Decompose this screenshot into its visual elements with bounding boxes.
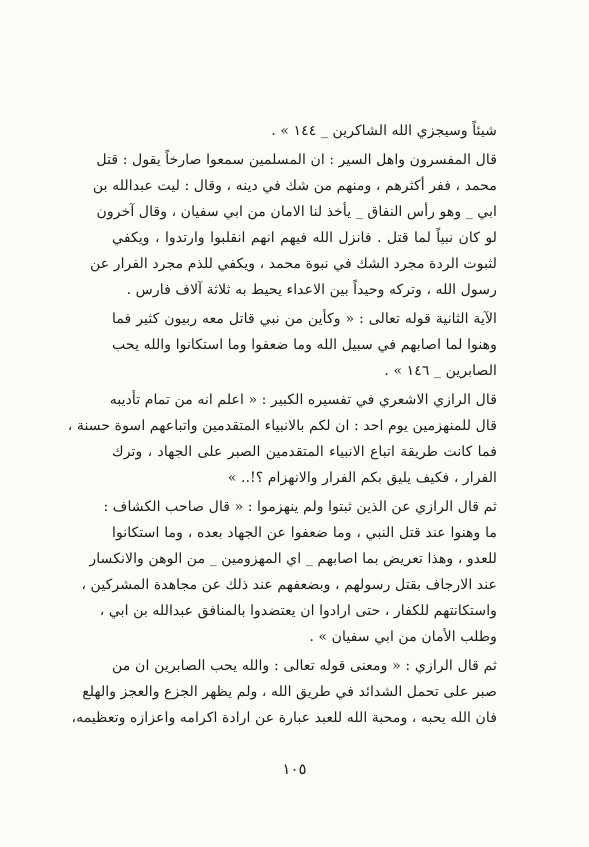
text-line: الآية الثانية قوله تعالى : « وكأين من نبي قاتل معه ربيون كثير فما <box>112 311 497 327</box>
text-line: ثم قال الرازي : « ومعنى قوله تعالى : والله يحب الصابرين ان من <box>112 658 497 674</box>
text-line: وهنوا لما اصابهم في سبيل الله وما ضعفوا وما استكانوا والله يحب <box>112 337 497 353</box>
text-line: ثم قال الرازي عن الذين ثبتوا ولم ينهزموا : « قال صاحب الكشاف : <box>103 499 497 515</box>
text-line: عند الارجاف بقتل رسولهم ، وبضعفهم عند ذلك عن مجاهدة المشركين ، <box>81 577 497 593</box>
text-line: ما وهنوا عند قتل النبي ، وما ضعفوا عن الجهاد بعده ، وما استكانوا <box>112 525 497 541</box>
text-line: لثبوت الردة مجرد الشك في نبوة محمد ، ويكفي للذم مجرد الفرار عن <box>89 256 497 272</box>
text-line: قال للمنهزمين يوم احد : ان لكم بالانبياء المتقدمين واتباعهم اسوة حسنة ، <box>67 418 497 434</box>
text-line: واستكانتهم للكفار ، حتى ارادوا ان يعتضدوا بالمنافق عبدالله بن ابي ، <box>99 603 497 619</box>
text-line: ابي _ وهو رأس النفاق _ يأخذ لنا الامان من ابي سفيان ، وقال آخرون <box>96 204 497 220</box>
text-line: قال الرازي الاشعري في تفسيره الكبير : « اعلم انه من تمام تأديبه <box>109 392 497 408</box>
page-number: ١٠٥ <box>282 760 307 778</box>
text-line: صبر على تحمل الشدائد في طريق الله ، ولم يظهر الجزع والعجز والهلع <box>82 684 497 700</box>
text-line: محمد ، ففر أكثرهم ، ومنهم من شك في دينه ، وقال : ليت عبدالله بن <box>92 178 497 194</box>
text-line: فان الله يحبه ، ومحبة الله للعبد عبارة عن ارادة اكرامه واعزازه وتعظيمه، <box>71 710 497 726</box>
page-body-text <box>67 118 497 731</box>
text-line: للعدو ، وهذا تعريض بما اصابهم _ اي المهزومين _ من الوهن والانكسار <box>89 551 497 567</box>
text-line: شيئاً وسيجزي الله الشاكرين _ ١٤٤ » . <box>271 123 497 139</box>
text-line: الصابرين _ ١٤٦ » . <box>384 363 497 379</box>
text-line: رسول الله ، وتركه وحيداً بين الاعداء يحيط به ثلاثة آلاف فارس . <box>126 282 497 298</box>
text-line: فما كانت طريقة اتباع الانبياء المتقدمين الصبر على الجهاد ، وترك <box>112 444 497 460</box>
text-line: وطلب الأمان من ابي سفيان » . <box>309 629 497 645</box>
text-line: قال المفسرون واهل السير : ان المسلمين سمعوا صارخاً يقول : قتل <box>96 152 497 168</box>
text-line: لو كان نبياً لما قتل . فانزل الله فيهم انهم انقلبوا وارتدوا ، ويكفي <box>112 230 497 246</box>
text-line: الفرار ، فكيف يليق بكم الفرار والانهزام ؟!.. » <box>227 470 497 486</box>
